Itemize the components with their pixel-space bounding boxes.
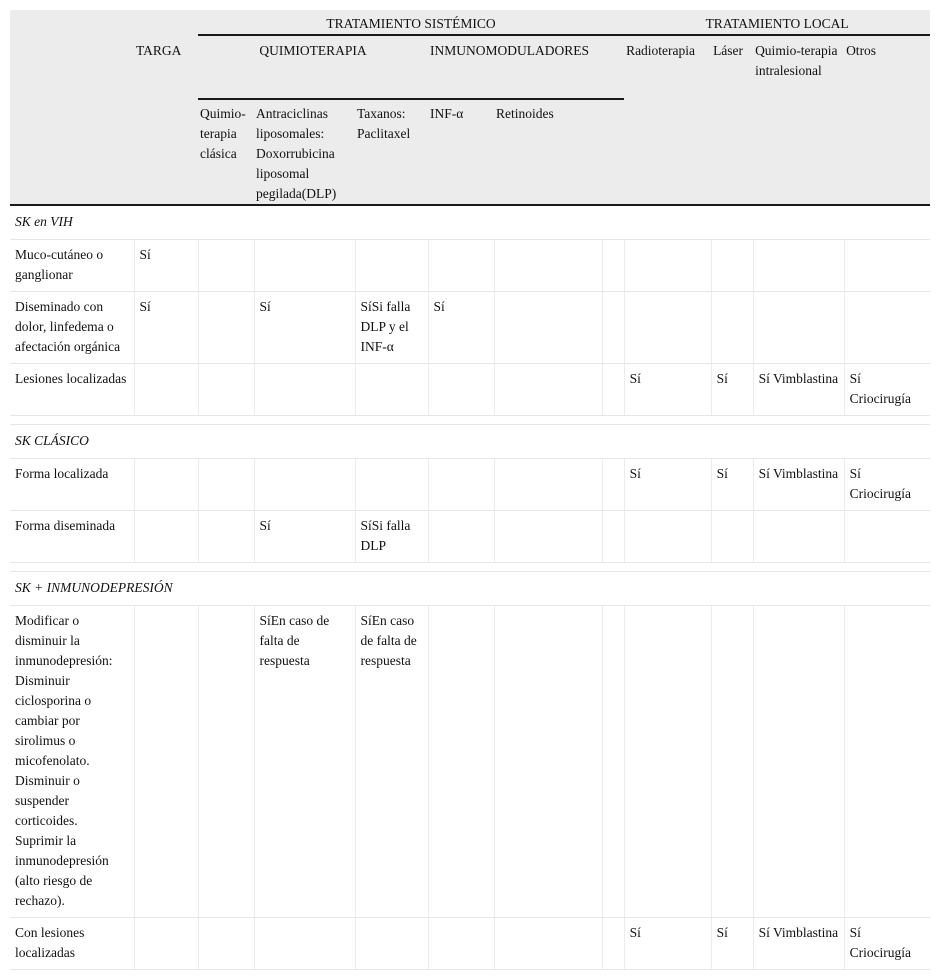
table-cell (624, 511, 711, 563)
table-row (10, 364, 930, 416)
section-row (10, 425, 930, 459)
table-cell (134, 606, 198, 918)
row-label: Muco-cutáneo o ganglionar (10, 240, 134, 292)
table-cell (602, 459, 624, 511)
table-cell (602, 240, 624, 292)
table-cell: Sí Vimblastina (753, 459, 844, 511)
table-header (10, 10, 930, 205)
table-cell (134, 511, 198, 563)
section-title: SK + INMUNODEPRESIÓN (10, 572, 930, 606)
table-cell: Sí (711, 918, 753, 970)
table-cell: Sí (624, 459, 711, 511)
section-title: SK en VIH (10, 205, 930, 240)
row-label: Modificar o disminuir la inmunodepresión: Disminuir ciclosporina o cambiar por sirolimus o micofenolato. Disminuir o suspender corticoides. Suprimir la inmunodepresión (alto riesgo de rechazo). (10, 606, 134, 918)
header-quimio-clasica: Quimio-terapia clásica (198, 99, 254, 205)
table-cell: Sí (624, 918, 711, 970)
table-cell (494, 240, 602, 292)
table-cell (134, 459, 198, 511)
table-cell (844, 511, 930, 563)
table-cell (494, 292, 602, 364)
row-label: Forma diseminada (10, 511, 134, 563)
table-cell: SíSi falla DLP y el INF-α (355, 292, 428, 364)
table-cell (254, 240, 355, 292)
table-cell (711, 606, 753, 918)
table-cell (844, 240, 930, 292)
row-label: Con lesiones localizadas (10, 918, 134, 970)
table-cell: Sí (134, 240, 198, 292)
table-row (10, 511, 930, 563)
header-retinoides: Retinoides (494, 99, 602, 205)
table-cell (198, 292, 254, 364)
table-cell (254, 459, 355, 511)
table-cell: SíSi falla DLP (355, 511, 428, 563)
row-label: Diseminado con dolor, linfedema o afectación orgánica (10, 292, 134, 364)
table-cell (624, 240, 711, 292)
table-cell (198, 511, 254, 563)
header-inmunomoduladores: INMUNOMODULADORES (428, 35, 624, 99)
table-cell (494, 459, 602, 511)
table-cell (428, 240, 494, 292)
table-cell: Sí (624, 364, 711, 416)
table-cell (494, 606, 602, 918)
table-row (10, 292, 930, 364)
table-cell (844, 606, 930, 918)
section-title: SK CLÁSICO (10, 425, 930, 459)
table-row (10, 606, 930, 918)
table-cell: Sí Criocirugía (844, 364, 930, 416)
header-otros: Otros (844, 35, 930, 205)
table-cell (134, 364, 198, 416)
table-cell (254, 364, 355, 416)
table-row (10, 240, 930, 292)
table-cell (753, 292, 844, 364)
table-cell (494, 364, 602, 416)
table-cell (602, 606, 624, 918)
header-laser: Láser (711, 35, 753, 205)
table-cell (602, 918, 624, 970)
table-cell (198, 364, 254, 416)
table-cell (428, 459, 494, 511)
table-cell (198, 606, 254, 918)
table-cell: Sí Criocirugía (844, 918, 930, 970)
table-cell: SíEn caso de falta de respuesta (355, 606, 428, 918)
table-cell (711, 240, 753, 292)
table-cell (428, 606, 494, 918)
table-cell (355, 459, 428, 511)
table-cell (602, 364, 624, 416)
table-cell: Sí (711, 459, 753, 511)
table-cell (753, 606, 844, 918)
table-cell (134, 918, 198, 970)
table-cell (428, 364, 494, 416)
table-cell: Sí (711, 364, 753, 416)
table-cell: Sí Vimblastina (753, 918, 844, 970)
table-cell (711, 292, 753, 364)
table-cell: Sí Criocirugía (844, 459, 930, 511)
section-row (10, 205, 930, 240)
table-cell (753, 240, 844, 292)
table-cell (494, 918, 602, 970)
table-cell (355, 364, 428, 416)
header-targa: TARGA (134, 35, 198, 99)
table-cell: Sí Vimblastina (753, 364, 844, 416)
table-cell (355, 918, 428, 970)
table-body (10, 205, 930, 970)
table-row (10, 918, 930, 970)
table-cell (602, 511, 624, 563)
table-cell: SíEn caso de falta de respuesta (254, 606, 355, 918)
table-cell (753, 511, 844, 563)
table-cell (198, 459, 254, 511)
table-cell (355, 240, 428, 292)
treatment-table-container (10, 10, 930, 970)
table-cell (494, 511, 602, 563)
table-cell (624, 292, 711, 364)
spacer-row (10, 416, 930, 425)
header-quimio-intralesional: Quimio-terapia intralesional (753, 35, 844, 205)
table-cell (844, 292, 930, 364)
header-tratamiento-sistemico: TRATAMIENTO SISTÉMICO (198, 10, 624, 35)
row-label: Forma localizada (10, 459, 134, 511)
table-cell (428, 511, 494, 563)
table-cell: Sí (134, 292, 198, 364)
header-antraciclinas: Antraciclinas liposomales: Doxorrubicina liposomal pegilada(DLP) (254, 99, 355, 205)
table-row (10, 459, 930, 511)
header-inf: INF-α (428, 99, 494, 205)
header-tratamiento-local: TRATAMIENTO LOCAL (624, 10, 930, 35)
table-cell: Sí (254, 292, 355, 364)
spacer-row (10, 563, 930, 572)
table-cell (198, 918, 254, 970)
header-taxanos: Taxanos: Paclitaxel (355, 99, 428, 205)
table-cell (624, 606, 711, 918)
treatment-table (10, 10, 930, 970)
table-cell (198, 240, 254, 292)
header-radioterapia: Radioterapia (624, 35, 711, 205)
table-cell (602, 292, 624, 364)
table-cell: Sí (254, 511, 355, 563)
header-quimioterapia: QUIMIOTERAPIA (198, 35, 428, 99)
table-cell (254, 918, 355, 970)
section-row (10, 572, 930, 606)
table-cell (428, 918, 494, 970)
table-cell: Sí (428, 292, 494, 364)
row-label: Lesiones localizadas (10, 364, 134, 416)
table-cell (711, 511, 753, 563)
